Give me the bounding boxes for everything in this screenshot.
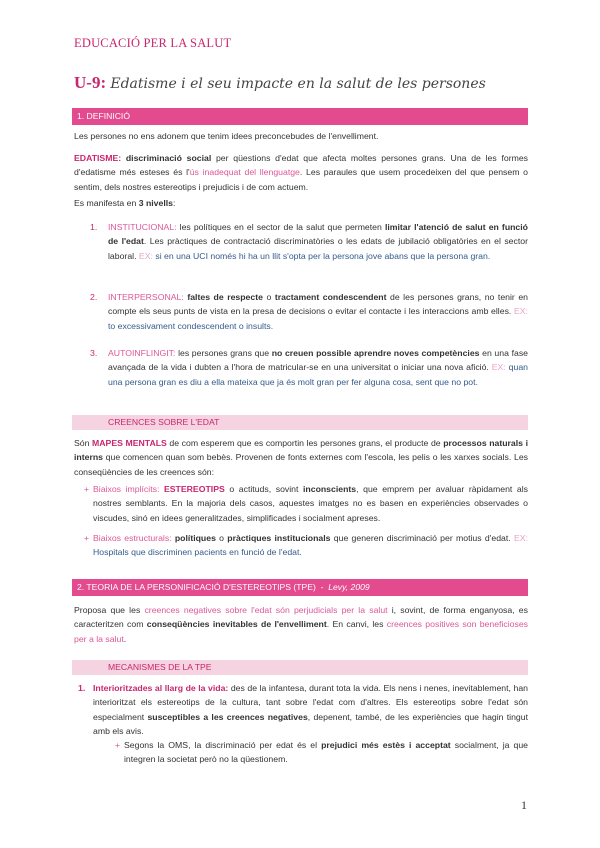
bold-text: prejudici més estès i acceptat [321, 740, 451, 750]
text: que comencen quan som bebès. Provenen de fonts externes com l'escola, les pelis o les xarxes socials. Les conseqüències de les creences són: [74, 452, 528, 477]
levels-intro [74, 196, 528, 210]
text: : [173, 198, 176, 208]
list-number: 1. [90, 222, 98, 232]
bullet-biaixos-implicits [93, 482, 528, 525]
bold-text: discriminació social [125, 153, 212, 163]
section-header-definicio: 1. DEFINICIÓ [72, 108, 528, 125]
text: en una fase avançada de la vida i dubten a l'hora de matricular-se en una universitat o iniciar una nova afició. [108, 348, 528, 373]
bold-text: pràctiques institucionals [227, 533, 331, 543]
text: Proposa que les [74, 605, 145, 615]
text: . Les paraules que usem procedeixen del que pensem o sentim, dels nostres estereotips i prejudicis i de com actuem. [74, 167, 528, 192]
subsection-header-mecanismes: MECANISMES DE LA TPE [72, 660, 528, 675]
bold-text: inconscients [303, 484, 357, 494]
tpe-paragraph [74, 603, 528, 646]
level-name: INTERPERSONAL: [108, 292, 184, 302]
text: o [262, 292, 275, 302]
text: o [215, 533, 228, 543]
text: . En canvi, les [326, 619, 387, 630]
text: . [123, 633, 127, 644]
example-label: EX: [513, 306, 528, 317]
text: Són [74, 438, 93, 448]
citation: Levy, 2009 [328, 582, 370, 592]
bold-text: tractament condescendent [274, 292, 387, 302]
term-edatisme: EDATISME: [74, 153, 122, 163]
list-number: 1. [78, 683, 86, 693]
text: , que emprem per avaluar ràpidament als nostres semblants. En la majoria dels casos, aquestes imatges no es basen en experiències observades o viscudes, sinó en idees generalitzades, simplificades i socialment apreses. [93, 484, 529, 523]
list-number: 3. [90, 348, 98, 358]
mecanisme-item-interioritzades [93, 681, 528, 738]
example-text: si en una UCI només hi ha un llit s'opta per la persona jove abans que la persona gran. [152, 250, 491, 261]
text: Es manifesta en [74, 198, 139, 208]
bold-text: processos naturals i interns [74, 438, 528, 463]
bold-text: polítiques [174, 533, 216, 543]
unit-subtitle: Edatisme i el seu impacte en la salut de les persones [110, 76, 486, 92]
bold-text: susceptibles a les creences negatives [147, 711, 308, 722]
bullet-icon: + [84, 533, 90, 543]
highlight-text: creences positives son beneficioses per a la salut [74, 619, 529, 644]
example-label: EX: [513, 533, 528, 543]
level-name: AUTOINFLINGIT: [108, 348, 176, 358]
bold-text: 3 nivells [138, 198, 174, 208]
page-header: EDUCACIÓ PER LA SALUT [74, 36, 232, 50]
text: des de la infantesa, durant tota la vida. Els nens i nenes, inevitablement, han interioritzat els estereotips de la cultura, tant sobre l'edat com d'altres. Els estereotips sobre l'edat són especialment [93, 683, 528, 722]
highlight-text: creences negatives sobre l'edat són perjudicials per la salut [144, 605, 388, 615]
text: o actituds, sovint [224, 484, 304, 494]
intro-paragraph: Les persones no ens adonem que tenim idees preconcebudes de l'envelliment. [74, 131, 379, 141]
text: per qüestions d'edat que afecta moltes persones grans. Una de les formes d'edatisme més esteses és l' [74, 153, 528, 178]
unit-number: U-9: [74, 73, 107, 92]
item-title: Interioritzades al llarg de la vida: [93, 683, 229, 693]
highlight-text: MAPES MENTALS [92, 438, 167, 448]
bullet-icon: + [84, 484, 90, 494]
bullet-icon: + [115, 740, 121, 750]
sub-bullet-oms [124, 738, 528, 767]
text: Segons la OMS, la discriminació per edat és el [124, 740, 322, 750]
list-number: 2. [90, 292, 98, 302]
text: i, sovint, de forma enganyosa, es caracteritzen com [74, 605, 528, 630]
text: les persones grans que [175, 348, 272, 358]
bold-text: conseqüències inevitables de l'envelliment [146, 619, 327, 630]
level-item-institucional [108, 220, 528, 263]
text: - [315, 582, 329, 592]
unit-title [74, 73, 486, 93]
page-number: 1 [521, 798, 527, 812]
bold-text: limitar l'atenció de salut en funció de l'edat [108, 222, 528, 247]
text: socialment, ja que integren la societat però no la qüestionem. [124, 740, 528, 765]
level-item-interpersonal [108, 290, 528, 333]
highlight-text: ESTEREOTIPS [163, 484, 225, 494]
section-header-tpe [72, 579, 528, 596]
text: les polítiques en el sector de la salut que permeten [176, 222, 385, 232]
bullet-biaixos-estructurals [93, 531, 528, 560]
subsection-header-creences: CREENCES SOBRE L'EDAT [72, 415, 528, 430]
bullet-label: Biaixos estructurals: [93, 533, 175, 543]
level-name: INSTITUCIONAL: [108, 222, 177, 232]
bold-text: no creuen possible aprendre noves competències [271, 348, 480, 358]
example-label: EX: [138, 250, 153, 261]
text: , depenent, també, de les experiències que hagin tingut amb els avis. [93, 711, 528, 736]
text: que generen discriminació per motius d'edat. [330, 533, 514, 543]
creences-paragraph [74, 436, 528, 479]
text: . Les pràctiques de contractació discriminatòries o les edats de jubilació obligatòries en el sector laboral. [108, 236, 528, 261]
text: de les persones grans, no tenir en compte els seus punts de vista en la presa de decisions o evitar el contacte i les interaccions amb elles. [108, 292, 528, 317]
level-item-autoinflingit [108, 346, 528, 389]
section-title: 2. TEORIA DE LA PERSONIFICACIÓ D'ESTEREOTIPS (TPE) [77, 582, 316, 592]
text: de com esperem que es comportin les persones grans, el producte de [166, 438, 444, 448]
highlight-text: ús inadequat del llenguatge [189, 167, 300, 178]
example-label: EX: [491, 362, 506, 373]
example-text: to excessivament condescendent o insults. [108, 320, 274, 331]
example-text: quan una persona gran es diu a ella mateixa que ja és molt gran per fer alguna cosa, sent que no pot. [108, 362, 528, 387]
edatisme-definition [74, 151, 528, 194]
bold-text: faltes de respecte [187, 292, 263, 302]
bullet-label: Biaixos implícits: [93, 484, 164, 494]
example-text: Hospitals que discriminen pacients en funció de l'edat. [93, 547, 302, 558]
